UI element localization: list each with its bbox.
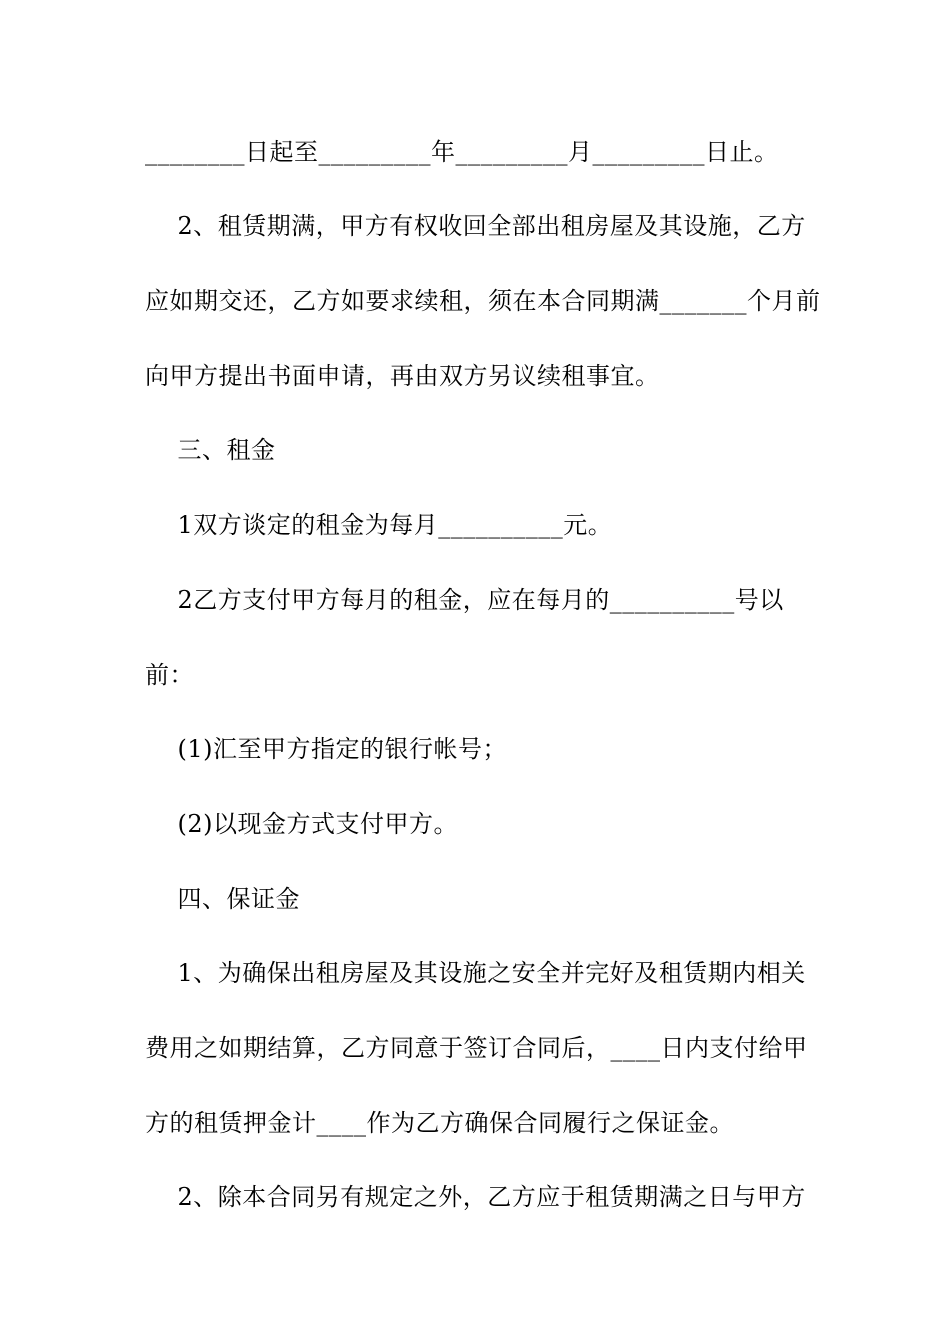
document-line-13: 费用之如期结算，乙方同意于签订合同后，____日内支付给甲 [145, 1034, 808, 1062]
document-line-1: ________日起至_________年_________月_________日止。 [145, 138, 779, 166]
section-heading-deposit: 四、保证金 [145, 885, 301, 913]
document-line-3: 应如期交还，乙方如要求续租，须在本合同期满_______个月前 [145, 287, 821, 315]
document-line-7: 2乙方支付甲方每月的租金，应在每月的__________号以 [145, 586, 784, 614]
document-line-2: 2、租赁期满，甲方有权收回全部出租房屋及其设施，乙方 [145, 212, 806, 240]
document-line-10: (2)以现金方式支付甲方。 [145, 810, 459, 838]
document-line-8: 前： [145, 661, 194, 689]
document-line-14: 方的租赁押金计____作为乙方确保合同履行之保证金。 [145, 1109, 734, 1137]
document-line-6: 1双方谈定的租金为每月__________元。 [145, 511, 613, 539]
document-line-15: 2、除本合同另有规定之外，乙方应于租赁期满之日与甲方 [145, 1183, 806, 1211]
document-line-9: (1)汇至甲方指定的银行帐号； [145, 735, 508, 763]
document-line-12: 1、为确保出租房屋及其设施之安全并完好及租赁期内相关 [145, 959, 806, 987]
document-line-4: 向甲方提出书面申请，再由双方另议续租事宜。 [145, 362, 660, 390]
section-heading-rent: 三、租金 [145, 436, 276, 464]
